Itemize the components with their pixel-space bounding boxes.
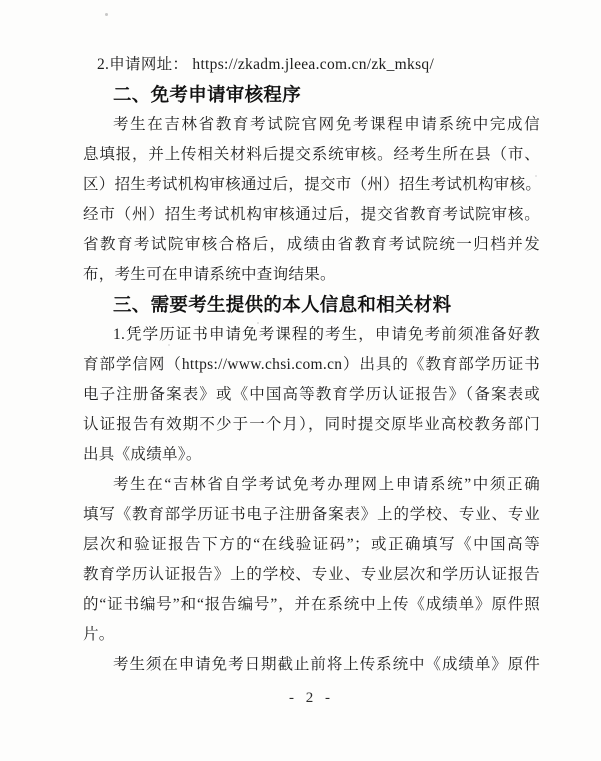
- document-lines: [83, 50, 540, 680]
- scan-speck: [105, 13, 108, 16]
- section-heading: 二、免考申请审核程序: [113, 84, 302, 105]
- page-number: - 2 -: [289, 690, 334, 706]
- document-line: 1.凭学历证书申请免考课程的考生，申请免考前须准备好教: [113, 326, 540, 343]
- document-line: 布，考生可在申请系统中查询结果。: [83, 266, 336, 283]
- document-line: 考生须在申请免考日期截止前将上传系统中《成绩单》原件: [113, 656, 540, 673]
- document-line: 认证报告有效期不少于一个月），同时提交原毕业高校教务部门: [83, 416, 540, 433]
- document-line: 电子注册备案表》或《中国高等教育学历认证报告》（备案表或: [83, 386, 540, 403]
- document-line: 2.申请网址： https://zkadm.jleea.com.cn/zk_mksq/: [97, 56, 435, 73]
- document-line: 息填报，并上传相关材料后提交系统审核。经考生所在县（市、: [83, 146, 540, 163]
- document-line: 省教育考试院审核合格后，成绩由省教育考试院统一归档并发: [83, 236, 540, 253]
- section-heading: 三、需要考生提供的本人信息和相关材料: [113, 294, 452, 315]
- document-line: 考生在吉林省教育考试院官网免考课程申请系统中完成信: [113, 116, 540, 133]
- document-line: 经市（州）招生考试机构审核通过后，提交省教育考试院审核。: [83, 206, 540, 223]
- document-line: 出具《成绩单》。: [83, 446, 202, 463]
- document-line: 区）招生考试机构审核通过后，提交市（州）招生考试机构审核。: [83, 176, 542, 193]
- document-line: 填写《教育部学历证书电子注册备案表》上的学校、专业、专业: [83, 506, 540, 523]
- document-line: 层次和验证报告下方的“在线验证码”；或正确填写《中国高等: [83, 536, 540, 553]
- document-line: 片。: [83, 626, 115, 643]
- document-line: 育部学信网（https://www.chsi.com.cn）出具的《教育部学历证书: [83, 356, 540, 373]
- document-line: 教育学历认证报告》上的学校、专业、专业层次和学历认证报告: [83, 566, 540, 583]
- document-line: 的“证书编号”和“报告编号”，并在系统中上传《成绩单》原件照: [83, 596, 540, 613]
- document-line: 考生在“吉林省自学考试免考办理网上申请系统”中须正确: [113, 476, 540, 493]
